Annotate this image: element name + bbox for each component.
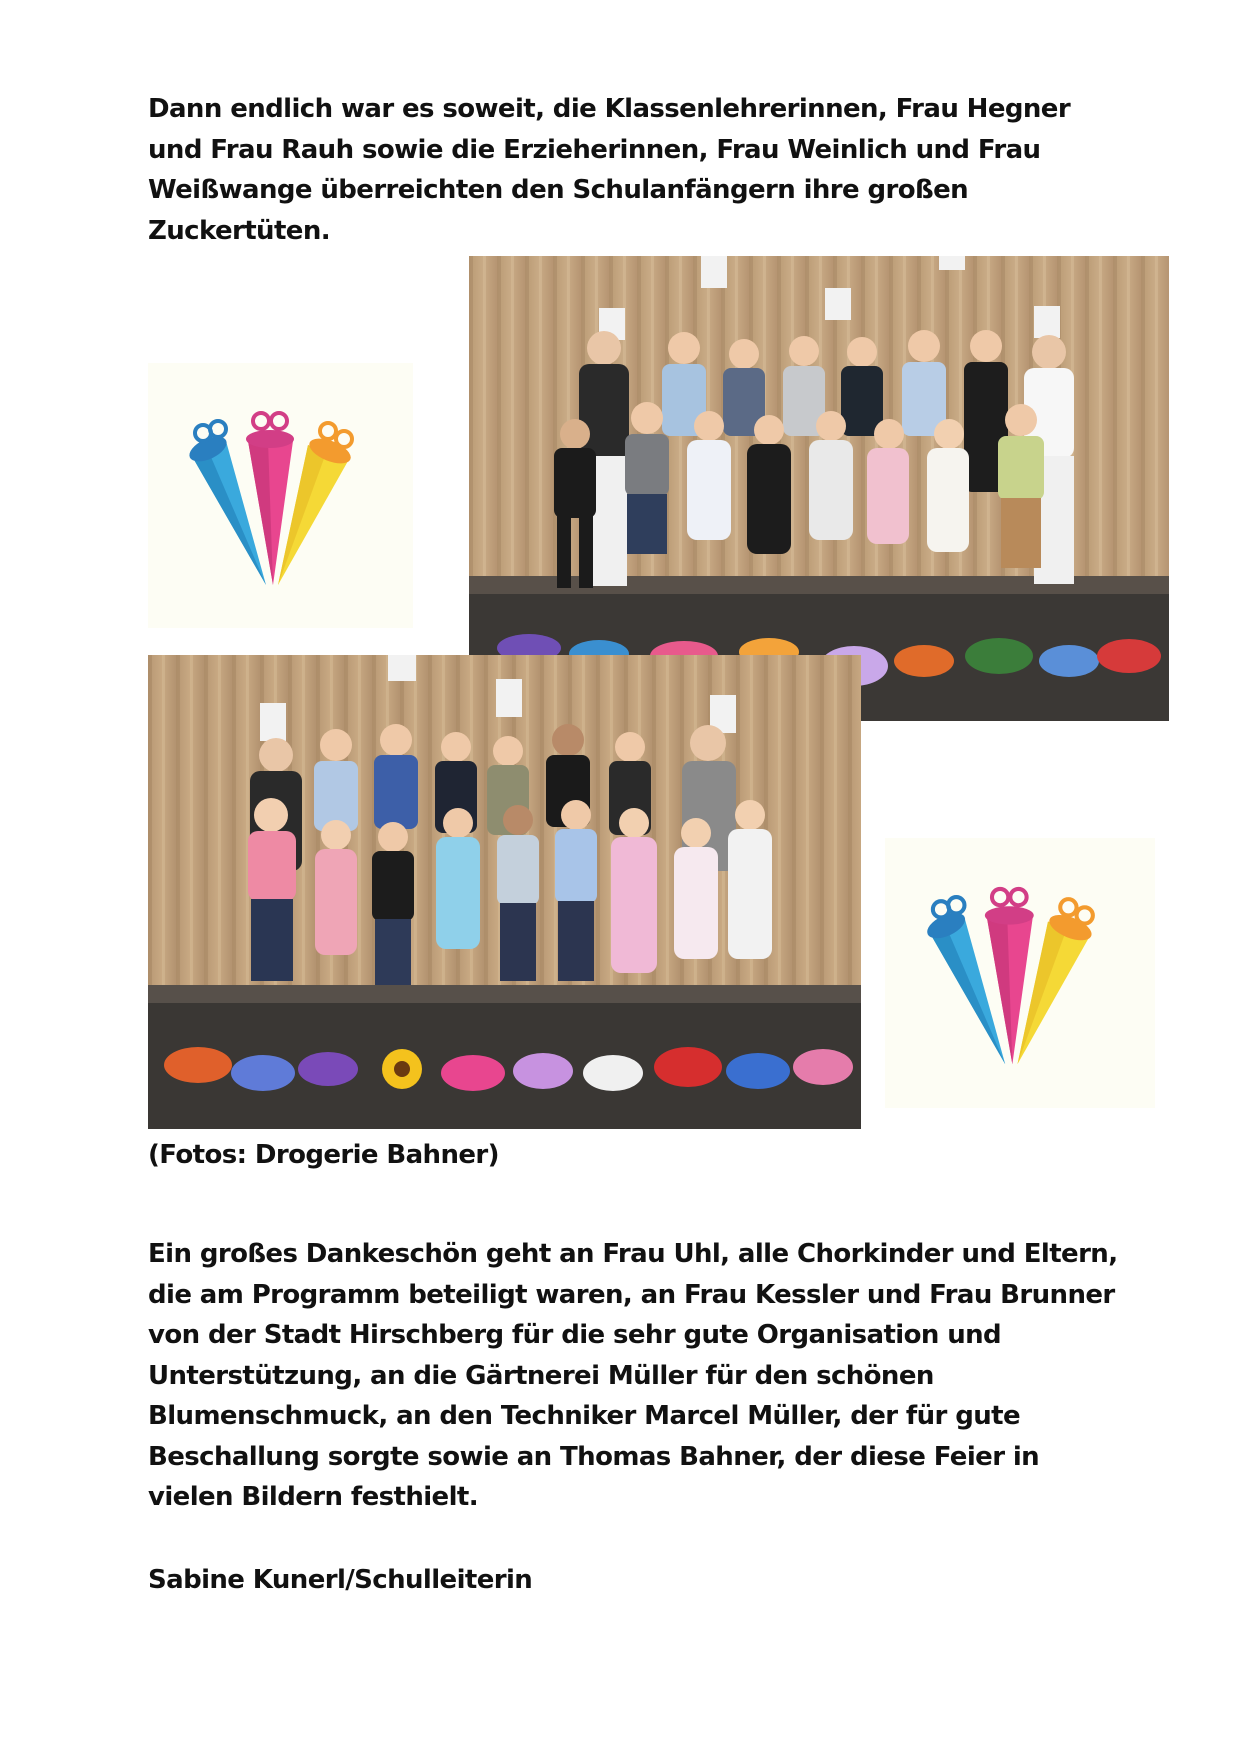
school-cones-icon — [885, 838, 1155, 1108]
intro-paragraph — [148, 89, 1070, 251]
thanks-line: von der Stadt Hirschberg für die sehr gute Organisation und — [148, 1320, 1002, 1350]
class-photo-1 — [469, 256, 1169, 721]
class-photo-2 — [148, 655, 861, 1129]
thanks-line: Beschallung sorgte sowie an Thomas Bahner, der diese Feier in — [148, 1441, 1040, 1472]
school-cones-icon — [148, 363, 413, 628]
thanks-line: vielen Bildern festhielt. — [148, 1482, 478, 1512]
intro-line: Dann endlich war es soweit, die Klassenlehrerinnen, Frau Hegner — [148, 94, 1071, 124]
signature: Sabine Kunerl/Schulleiterin — [148, 1565, 533, 1595]
thanks-paragraph — [148, 1234, 1118, 1518]
thanks-line: Ein großes Dankeschön geht an Frau Uhl, alle Chorkinder und Eltern, — [148, 1239, 1118, 1269]
thanks-line: Blumenschmuck, an den Techniker Marcel Müller, der für gute — [148, 1401, 1020, 1431]
photo-caption: (Fotos: Drogerie Bahner) — [148, 1140, 499, 1170]
intro-line: und Frau Rauh sowie die Erzieherinnen, Frau Weinlich und Frau — [148, 134, 1041, 165]
thanks-line: die am Programm beteiligt waren, an Frau Kessler und Frau Brunner — [148, 1279, 1115, 1310]
intro-line: Weißwange überreichten den Schulanfängern ihre großen — [148, 175, 969, 205]
intro-line: Zuckertüten. — [148, 215, 331, 246]
thanks-line: Unterstützung, an die Gärtnerei Müller für den schönen — [148, 1360, 934, 1391]
